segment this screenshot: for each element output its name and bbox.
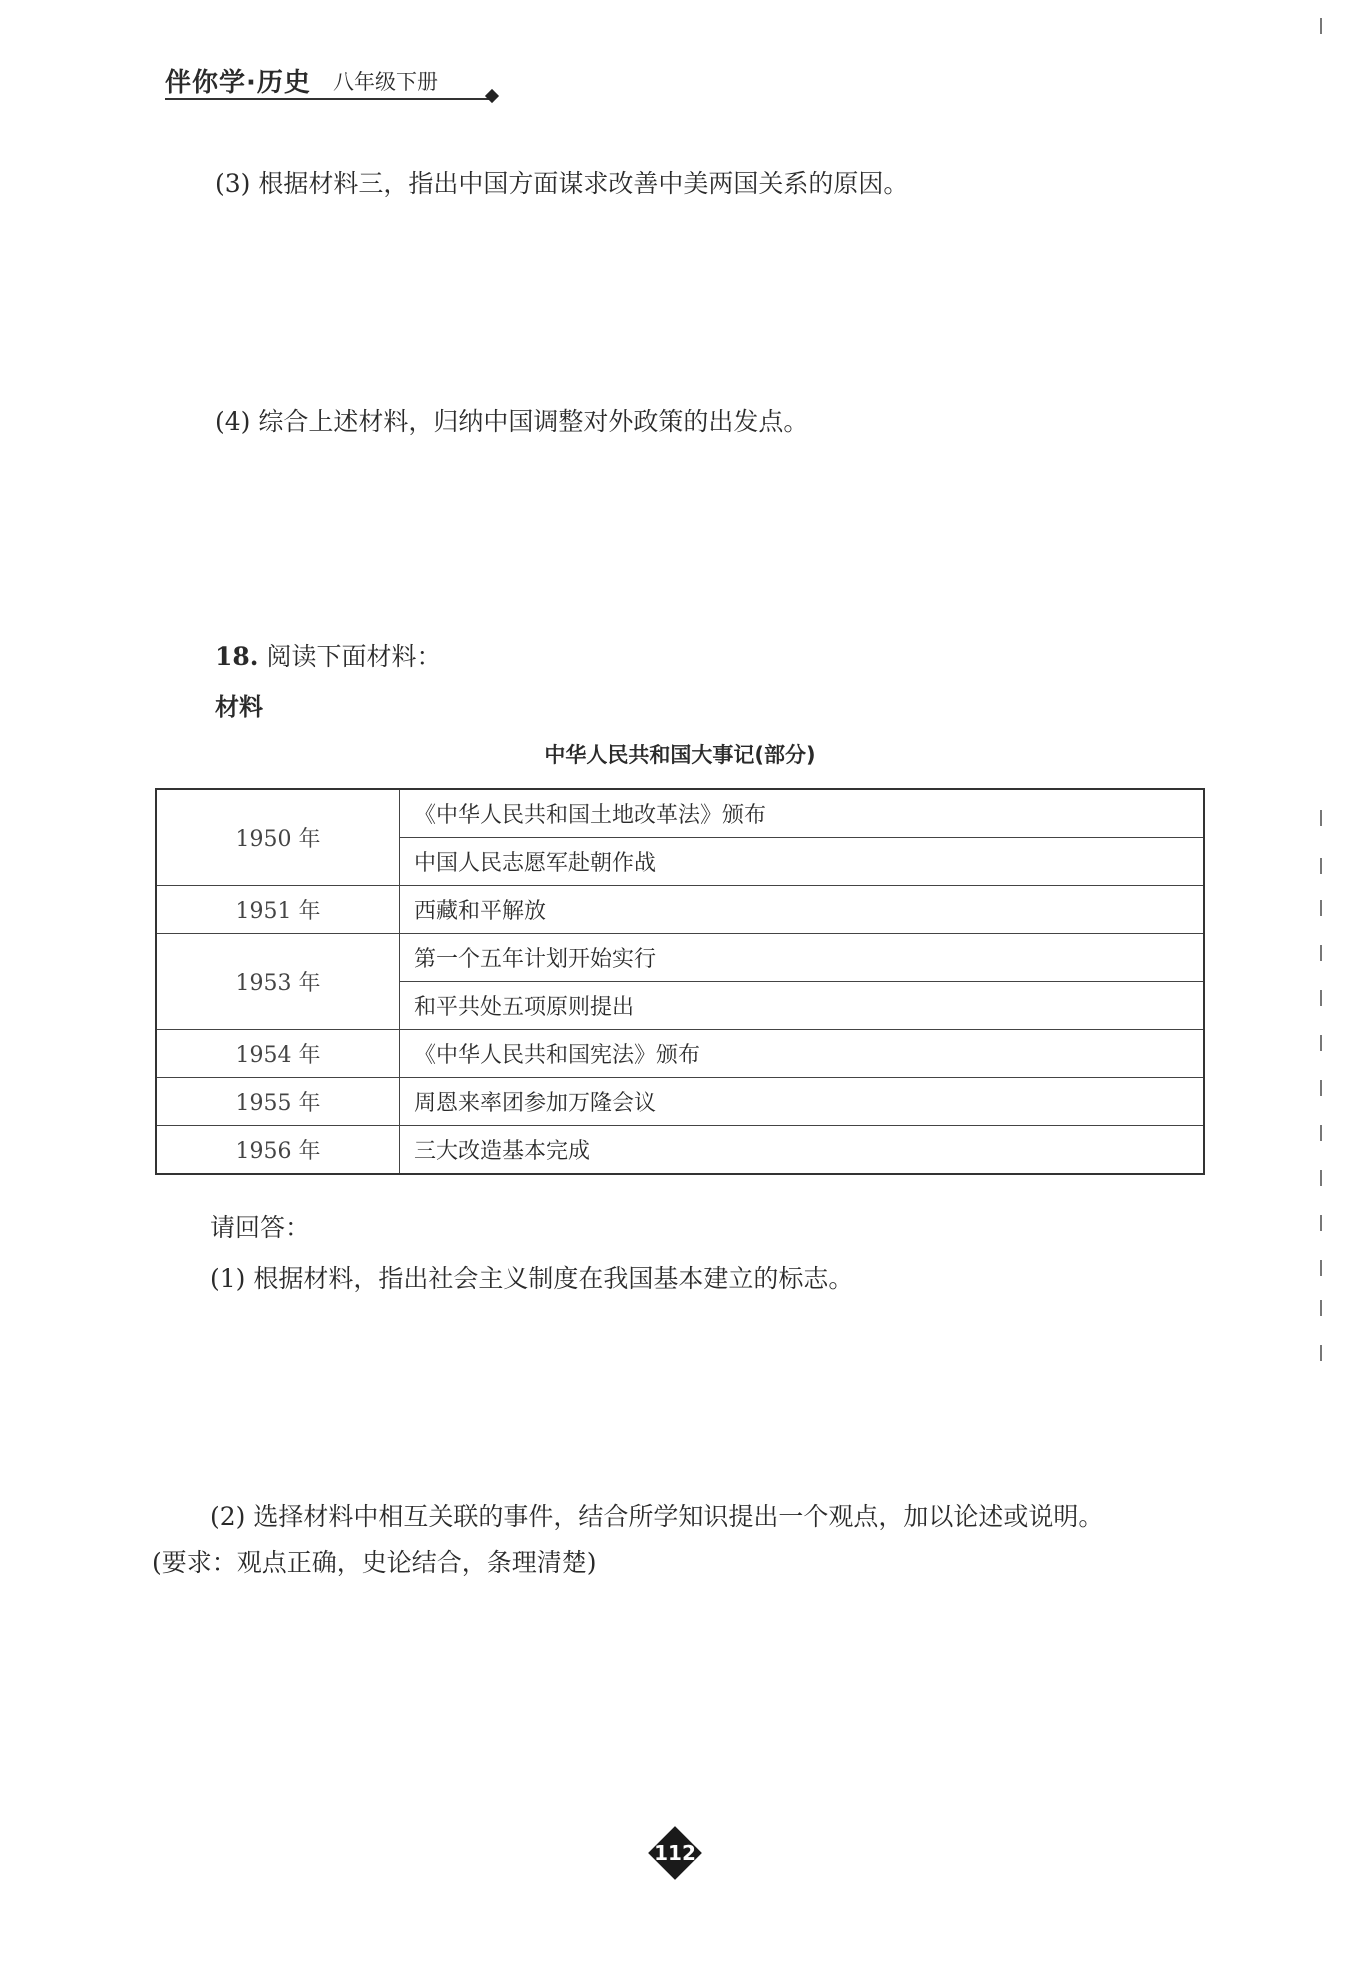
edge-mark	[1320, 810, 1322, 826]
sub-question-2: (2) 选择材料中相互关联的事件，结合所学知识提出一个观点，加以论述或说明。	[210, 1502, 1104, 1531]
year-cell: 1953 年	[156, 934, 400, 1030]
table-row	[156, 934, 1204, 982]
book-series-title: 伴你学·历史	[165, 68, 311, 98]
event-cell: 《中华人民共和国宪法》颁布	[400, 1030, 1205, 1078]
year-cell: 1955 年	[156, 1078, 400, 1126]
page-header	[165, 62, 500, 102]
edge-mark	[1320, 1035, 1322, 1051]
edge-mark	[1320, 1215, 1322, 1231]
table-title: 中华人民共和国大事记(部分)	[544, 743, 816, 767]
edge-mark	[1320, 945, 1322, 961]
edge-mark	[1320, 990, 1322, 1006]
event-cell: 和平共处五项原则提出	[400, 982, 1205, 1030]
sub-question-1: (1) 根据材料，指出社会主义制度在我国基本建立的标志。	[210, 1264, 854, 1293]
edge-mark	[1320, 1170, 1322, 1186]
edge-mark	[1320, 1300, 1322, 1316]
question-18-heading	[215, 640, 441, 674]
answer-prompt: 请回答：	[210, 1213, 311, 1242]
question-number: 18.	[215, 642, 259, 671]
question-3: (3) 根据材料三，指出中国方面谋求改善中美两国关系的原因。	[215, 169, 909, 198]
edge-mark	[1320, 1125, 1322, 1141]
year-cell: 1950 年	[156, 789, 400, 886]
edge-mark	[1320, 18, 1322, 34]
table-row	[156, 886, 1204, 934]
header-diamond-icon	[485, 89, 499, 103]
event-cell: 三大改造基本完成	[400, 1126, 1205, 1175]
table-row	[156, 1126, 1204, 1175]
edge-mark	[1320, 858, 1322, 874]
table-row	[156, 1030, 1204, 1078]
question-prompt: 阅读下面材料：	[266, 642, 442, 671]
table-row	[156, 1078, 1204, 1126]
edge-mark	[1320, 1260, 1322, 1276]
event-cell: 《中华人民共和国土地改革法》颁布	[400, 789, 1205, 838]
question-4: (4) 综合上述材料，归纳中国调整对外政策的出发点。	[215, 407, 809, 436]
edge-mark	[1320, 900, 1322, 916]
event-cell: 中国人民志愿军赴朝作战	[400, 838, 1205, 886]
page-number: 112	[654, 1841, 696, 1865]
page-number-badge	[648, 1826, 702, 1880]
event-cell: 周恩来率团参加万隆会议	[400, 1078, 1205, 1126]
header-rule	[165, 98, 490, 100]
edge-mark	[1320, 1345, 1322, 1361]
event-cell: 第一个五年计划开始实行	[400, 934, 1205, 982]
table-row	[156, 789, 1204, 838]
book-grade: 八年级下册	[333, 70, 438, 94]
year-cell: 1956 年	[156, 1126, 400, 1175]
event-cell: 西藏和平解放	[400, 886, 1205, 934]
events-table	[155, 788, 1205, 1175]
sub-question-2-requirement: (要求：观点正确，史论结合，条理清楚)	[152, 1548, 597, 1577]
year-cell: 1951 年	[156, 886, 400, 934]
material-label: 材料	[215, 693, 263, 721]
edge-mark	[1320, 1080, 1322, 1096]
year-cell: 1954 年	[156, 1030, 400, 1078]
